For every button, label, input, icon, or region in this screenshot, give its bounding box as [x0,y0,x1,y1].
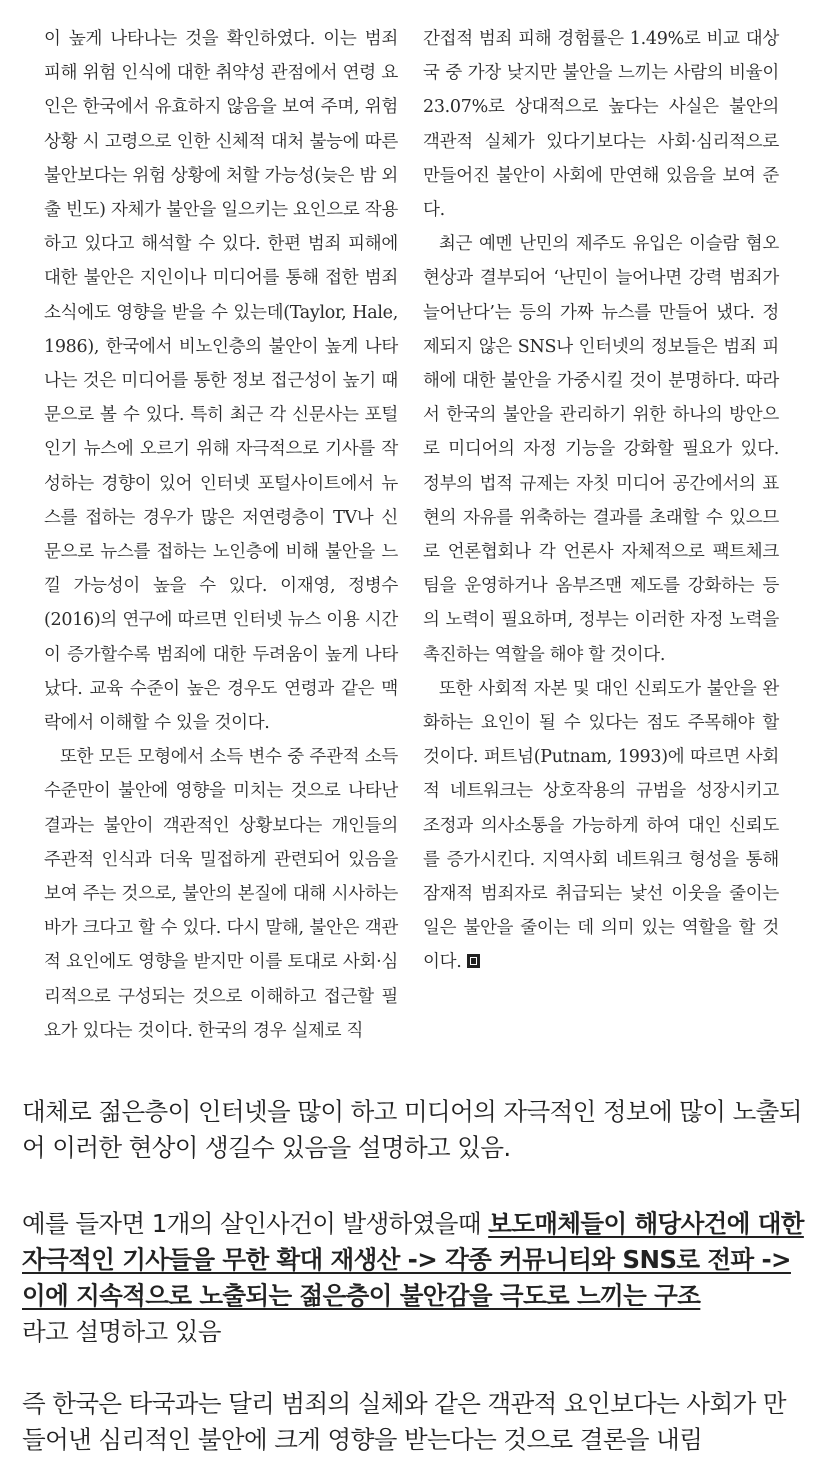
left-paragraph-1: 이 높게 나타나는 것을 확인하였다. 이는 범죄 피해 위험 인식에 대한 취약성 관점에서 연령 요인은 한국에서 유효하지 않음을 보여 주며, 위험 상황 시 고령으로 인한 신체적 대처 불능에 따른 불안보다는 위험 상황에 처할 가능성(늦은 밤 외출 빈도) 자체가 불안을 일으키는 요인으로 작용하고 있다고 해석할 수 있다. 한편 범죄 피해에 대한 불안은 지인이나 미디어를 통해 접한 범죄 소식에도 영향을 받을 수 있는데(Taylor, Hale, 1986), 한국에서 비노인층의 불안이 높게 나타나는 것은 미디어를 통한 정보 접근성이 높기 때문으로 볼 수 있다. 특히 최근 각 신문사는 포털 인기 뉴스에 오르기 위해 자극적으로 기사를 작성하는 경향이 있어 인터넷 포털사이트에서 뉴스를 접하는 경우가 많은 저연령층이 TV나 신문으로 뉴스를 접하는 노인층에 비해 불안을 느낄 가능성이 높을 수 있다. 이재영, 정병수(2016)의 연구에 따르면 인터넷 뉴스 이용 시간이 증가할수록 범죄에 대한 두려움이 높게 나타났다. 교육 수준이 높은 경우도 연령과 같은 맥락에서 이해할 수 있을 것이다. [44,29,398,734]
article-right-column [423,22,779,980]
end-of-article-icon [467,954,480,968]
commentary-paragraph-1: 대체로 젊은층이 인터넷을 많이 하고 미디어의 자극적인 정보에 많이 노출되어 이러한 현상이 생길수 있음을 설명하고 있음. [22,1097,802,1162]
commentary-paragraph-3: 즉 한국은 타국과는 달리 범죄의 실체와 같은 객관적 요인보다는 사회가 만들어낸 심리적인 불안에 크게 영향을 받는다는 것으로 결론을 내림 [22,1389,786,1454]
commentary-paragraph-2 [22,1206,808,1350]
commentary-2-suffix: 라고 설명하고 있음 [22,1317,221,1346]
right-paragraph-2: 최근 예멘 난민의 제주도 유입은 이슬람 혐오 현상과 결부되어 ‘난민이 늘어나면 강력 범죄가 늘어난다’는 등의 가짜 뉴스를 만들어 냈다. 정제되지 않은 SNS나 인터넷의 정보들은 범죄 피해에 대한 불안을 가중시킬 것이 분명하다. 따라서 한국의 불안을 관리하기 위한 하나의 방안으로 미디어의 자정 기능을 강화할 필요가 있다. 정부의 법적 규제는 자칫 미디어 공간에서의 표현의 자유를 위축하는 결과를 초래할 수 있으므로 언론협회나 각 언론사 자체적으로 팩트체크팀을 운영하거나 옴부즈맨 제도를 강화하는 등의 노력이 필요하며, 정부는 이러한 자정 노력을 촉진하는 역할을 해야 할 것이다. [423,234,779,665]
right-paragraph-3 [423,672,779,980]
article-left-column [44,22,398,1048]
right-paragraph-3-text: 또한 사회적 자본 및 대인 신뢰도가 불안을 완화하는 요인이 될 수 있다는 점도 주목해야 할 것이다. 퍼트넘(Putnam, 1993)에 따르면 사회적 네트워크는 상호작용의 규범을 성장시키고 조정과 의사소통을 가능하게 하여 대인 신뢰도를 증가시킨다. 지역사회 네트워크 형성을 통해 잠재적 범죄자로 취급되는 낯선 이웃을 줄이는 일은 불안을 줄이는 데 의미 있는 역할을 할 것이다. [423,678,779,973]
commentary-2-highlight: 보도매체들이 해당사건에 대한 자극적인 기사들을 무한 확대 재생산 -> 각종 커뮤니티와 SNS로 전파 -> 이에 지속적으로 노출되는 젊은층이 불안감을 극도로 느끼는 구조 [22,1209,804,1310]
commentary-2-prefix: 예를 들자면 1개의 살인사건이 발생하였을때 [22,1209,489,1238]
right-paragraph-1: 간접적 범죄 피해 경험률은 1.49%로 비교 대상국 중 가장 낮지만 불안을 느끼는 사람의 비율이 23.07%로 상대적으로 높다는 사실은 불안의 객관적 실체가 있다기보다는 사회·심리적으로 만들어진 불안이 사회에 만연해 있음을 보여 준다. [423,29,779,221]
left-paragraph-2: 또한 모든 모형에서 소득 변수 중 주관적 소득 수준만이 불안에 영향을 미치는 것으로 나타난 결과는 불안이 객관적인 상황보다는 개인들의 주관적 인식과 더욱 밀접하게 관련되어 있음을 보여 주는 것으로, 불안의 본질에 대해 시사하는 바가 크다고 할 수 있다. 다시 말해, 불안은 객관적 요인에도 영향을 받지만 이를 토대로 사회·심리적으로 구성되는 것으로 이해하고 접근할 필요가 있다는 것이다. 한국의 경우 실제로 직 [44,747,398,1041]
